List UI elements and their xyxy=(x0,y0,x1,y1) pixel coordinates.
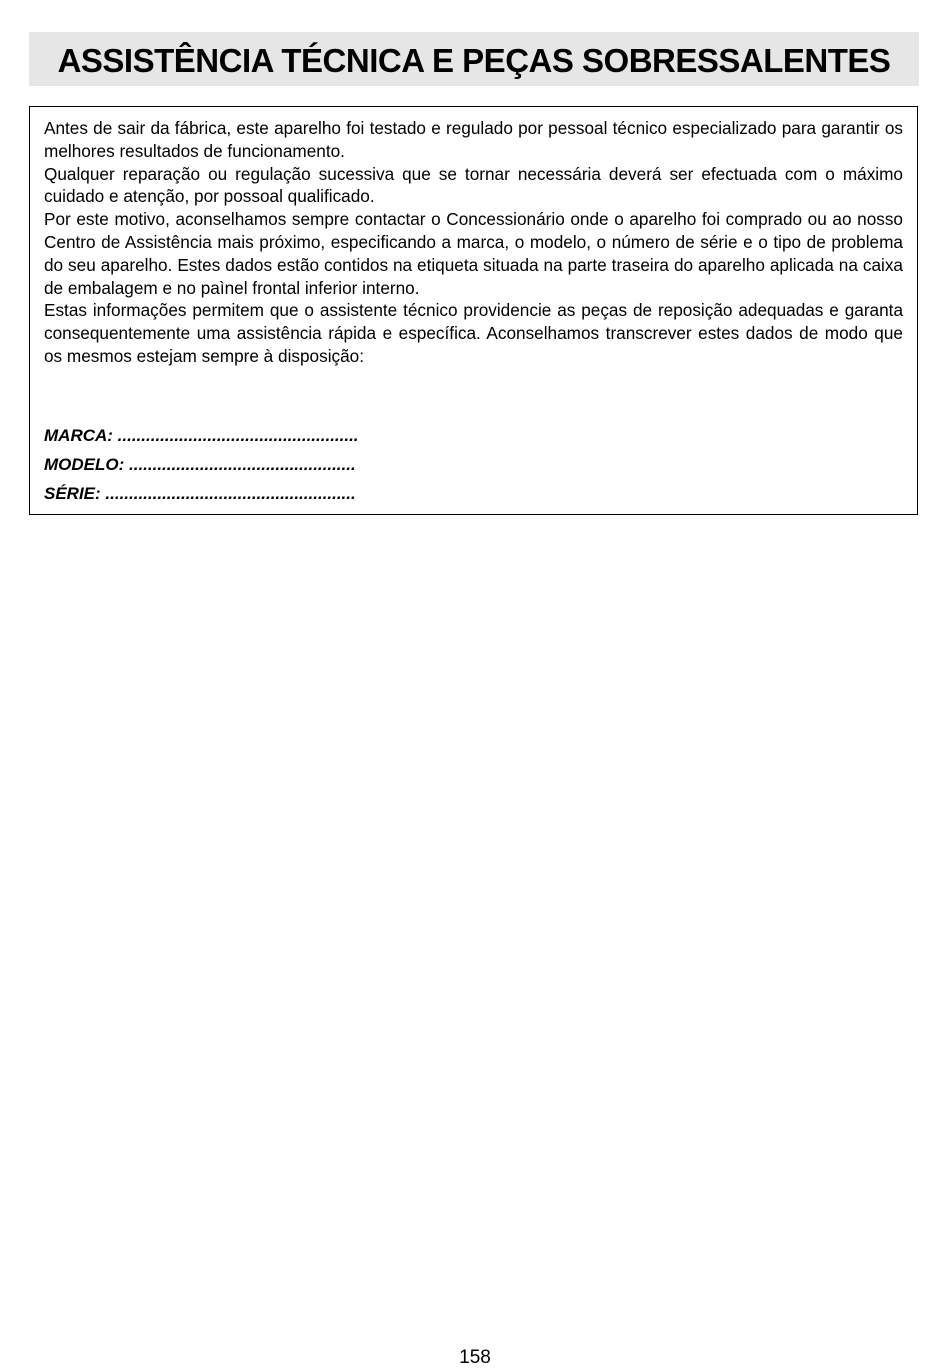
paragraph: Antes de sair da fábrica, este aparelho foi testado e regulado por pessoal técnico especializado para garantir os melhores resultados de funcionamento. xyxy=(44,118,903,161)
body-text xyxy=(44,117,903,368)
paragraph: Qualquer reparação ou regulação sucessiva que se tornar necessária deverá ser efectuada com o máximo cuidado e atenção, por possoal qualificado. xyxy=(44,163,903,207)
paragraph: Por este motivo, aconselhamos sempre contactar o Concessionário onde o aparelho foi comprado ou ao nosso Centro de Assistência mais próximo, especificando a marca, o modelo, o número de série e o tipo de problema do seu aparelho. Estes dados estão contidos na etiqueta situada na parte traseira do aparelho aplicada na caixa de embalagem e no paìnel frontal inferior interno. xyxy=(44,209,903,298)
field-modelo: MODELO: ................................................ xyxy=(44,455,356,474)
field-serie: SÉRIE: ..................................................... xyxy=(44,484,356,503)
paragraph: Estas informações permitem que o assistente técnico providencie as peças de reposição adequadas e garanta consequentemente uma assistência rápida e específica. Aconselhamos transcrever estes dados de modo que os mesmos estejam sempre à disposição: xyxy=(44,300,903,366)
page-number: 158 xyxy=(459,1347,491,1368)
page-title: ASSISTÊNCIA TÉCNICA E PEÇAS SOBRESSALENTES xyxy=(57,42,891,79)
field-marca: MARCA: ................................................... xyxy=(44,426,359,445)
data-fields xyxy=(44,421,359,508)
content-box xyxy=(29,106,918,515)
title-bar xyxy=(29,32,919,86)
